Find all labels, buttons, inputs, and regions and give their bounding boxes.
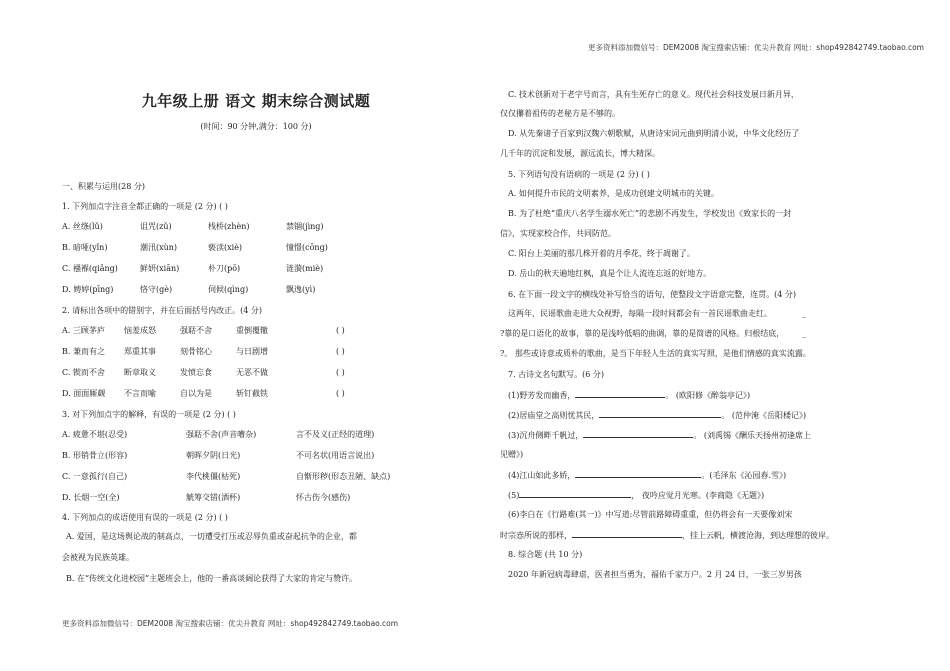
- q1-option-a: A. 丝绦(lǔ) 诅咒(zǔ) 栈桥(zhèn) 禁锢(jìng): [62, 222, 324, 231]
- q3-option-a: A. 疲惫不堪(忍受) 强聒不舍(声音嘈杂) 言不及义(正经的道理): [62, 430, 375, 439]
- q3-option-c: C. 一意孤行(自己) 李代桃僵(枯死) 自惭形秽(形态丑陋、缺点): [62, 472, 391, 481]
- question-6: 6. 在下面一段文字的横线处补写恰当的语句，使整段文字语意完整，连贯。(4 分): [508, 290, 797, 299]
- q4-option-c-line1: C. 技术创新对于老字号而言，具有生死存亡的意义。现代社会科技发展日新月异，: [508, 90, 799, 99]
- q4-option-d-line2: 几千年的沉淀和发展，源远流长，博大精深。: [500, 149, 660, 158]
- footer-ad: 更多资料添加微信号：DEM2008 淘宝搜索店铺：优尖升教育 网址：shop492842749.taobao.com: [62, 619, 399, 628]
- q8-paragraph-line1: 2020 年新冠病毒肆虐，医者担当勇为，福佑千家万户。2 月 24 日，一张三岁男孩: [508, 570, 802, 579]
- q2-option-b: B. 兼而有之 郑重其事 刻骨铭心 与日剧增 ( ): [62, 347, 345, 356]
- q1-option-c: C. 襁褓(qiǎng) 鲜妍(xiān) 朴刀(pō) 涟漪(miè): [62, 264, 324, 273]
- header-ad: 更多资料添加微信号：DEM2008 淘宝搜索店铺：优尖升教育 网址：shop492842749.taobao.com: [587, 43, 924, 52]
- q3-option-d: D. 长烟一空(全) 觥筹交错(酒杯) 怀古伤今(感伤): [62, 493, 351, 502]
- page-subtitle: (时间：90 分钟,满分：100 分): [200, 122, 312, 131]
- q4-option-c-line2: 仅仅攥着祖传的老秘方是不够的。: [500, 109, 620, 118]
- q1-option-d: D. 娉婷(pīng) 恪守(gè) 伺候(qìng) 飘逸(yì): [62, 285, 316, 294]
- q6-paragraph-line1: 这两年，民谣歌曲走进大众视野，每隔一段时间都会有一首民谣歌曲走红。 _: [508, 309, 806, 318]
- q5-option-b-line1: B. 为了杜绝“重庆八名学生溺水死亡”的悲剧不再发生，学校发出《致家长的一封: [508, 209, 792, 218]
- q5-option-b-line2: 信》，实现家校合作，共同防范。: [500, 229, 616, 238]
- question-3: 3. 对下列加点字的解释，有误的一项是 (2 分) ( ): [62, 410, 236, 419]
- section-heading: 一、积累与运用(28 分): [62, 182, 145, 191]
- q7-item-6-line2: 时宗悫所说的那样， ，挂上云帆，横渡沧海，到达理想的彼岸。: [500, 531, 834, 540]
- q2-option-a: A. 三顾茅庐 恼羞成怒 强聒不舍 重倒覆辙 ( ): [62, 326, 345, 335]
- q4-option-a-line1: A. 爱国，是这场舆论战的制高点，一切遭受打压或忍辱负重或奋起抗争的企业，都: [66, 532, 357, 541]
- q4-option-b-line1: B. 在“传统文化进校园”主题班会上，他的一番高谈阔论获得了大家的肯定与赞许。: [66, 574, 358, 583]
- question-4: 4. 下列加点的成语使用有误的一项是 (2 分) ( ): [62, 513, 228, 522]
- question-7: 7. 古诗文名句默写。(6 分): [508, 370, 605, 379]
- question-5: 5. 下列语句没有语病的一项是 (2 分) ( ): [508, 170, 650, 179]
- q7-item-3: (3)沉舟侧畔千帆过， 。 (刘禹锡《酬乐天扬州初逢席上: [508, 431, 812, 440]
- q6-paragraph-line2: ?靠的是口语化的故事，靠的是浅吟低唱的曲调，靠的是简谱的风格。归根结底， _: [500, 329, 807, 338]
- question-2: 2. 请标出各项中的错别字，并在后面括号内改正。(4 分): [62, 306, 263, 315]
- page-title: 九年级上册 语文 期末综合测试题: [141, 92, 371, 110]
- q1-option-b: B. 暗哑(yǐn) 潮汛(xùn) 亵渎(xiè) 憧憬(cōng): [62, 243, 328, 252]
- q3-option-b: B. 形销骨立(形容) 朝晖夕阴(日光) 不可名状(用语言说出): [62, 451, 375, 460]
- q4-option-a-line2: 会被视为民族英雄。: [62, 553, 134, 562]
- q5-option-c: C. 阳台上美丽的那几株开着的月季花，终于凋谢了。: [508, 249, 695, 258]
- question-8: 8. 综合题 (共 10 分): [508, 550, 583, 559]
- q4-option-d-line1: D. 从先秦诸子百家到汉魏六朝歌赋，从唐诗宋词元曲到明清小说，中华文化经历了: [508, 129, 800, 138]
- q7-item-6-line1: (6)李白在《行路难(其一)》中写道:尽管前路障碍重重，但仍将会有一天要像刘宋: [508, 510, 793, 519]
- q7-item-2: (2)居庙堂之高则忧其民， 。 (范仲淹《岳阳楼记》): [508, 411, 807, 420]
- q7-item-3-cont: 见赠》): [500, 450, 524, 459]
- q7-item-5: (5) ， 夜吟应觉月光寒。(李商隐《无题》): [508, 491, 765, 500]
- q2-option-c: C. 锲而不舍 断章取义 发愤忘食 无恶不做 ( ): [62, 368, 345, 377]
- q7-item-1: (1)野芳发而幽香， 。 (欧阳修《醉翁亭记》): [508, 391, 751, 400]
- question-1: 1. 下列加点字注音全都正确的一项是 (2 分) ( ): [62, 202, 228, 211]
- q7-item-4: (4)江山如此多娇， 。(毛泽东《沁园春.雪》): [508, 471, 787, 480]
- q6-paragraph-line3: ?。 那些或诗意或质朴的歌曲，是当下年轻人生活的真实写照，是他们情感的真实流露。: [500, 349, 811, 358]
- q5-option-d: D. 岳山的秋天遍地红枫，真是个让人流连忘返的好地方。: [508, 269, 712, 278]
- q5-option-a: A. 如何提升市民的文明素养，是成功创建文明城市的关键。: [508, 189, 719, 198]
- q2-option-d: D. 面面厮觑 不言而喻 自以为是 斩钉截铁 ( ): [62, 389, 345, 398]
